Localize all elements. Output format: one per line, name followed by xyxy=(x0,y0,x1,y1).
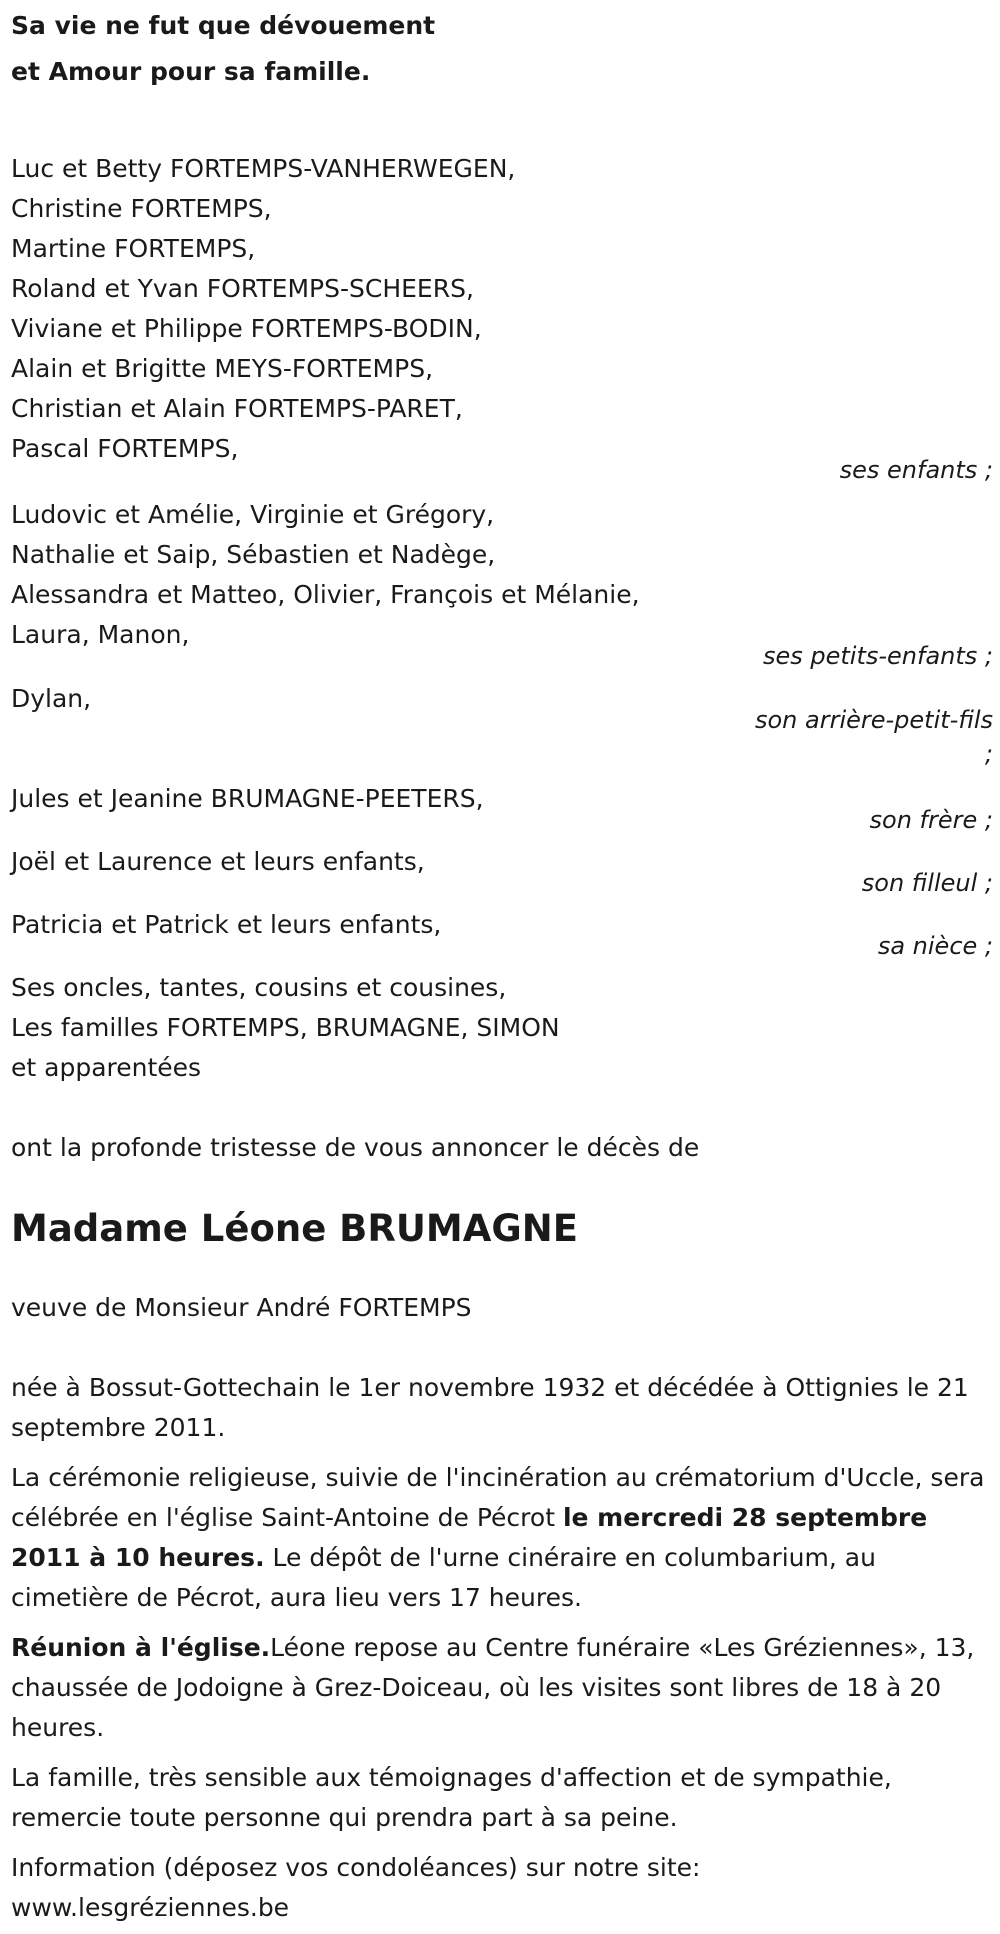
info-paragraph xyxy=(11,1848,993,1928)
others-line: Ses oncles, tantes, cousins et cousines, xyxy=(11,973,507,1002)
widow-of: veuve de Monsieur André FORTEMPS xyxy=(11,1293,472,1322)
reunion-bold: Réunion à l'église. xyxy=(11,1633,271,1662)
grandchild-name: Alessandra et Matteo, Olivier, François et Mélanie, xyxy=(11,580,640,609)
others-group xyxy=(11,968,993,1088)
children-group xyxy=(11,149,993,484)
child-name: Viviane et Philippe FORTEMPS-BODIN, xyxy=(11,314,482,343)
niece-name: Patricia et Patrick et leurs enfants, xyxy=(11,910,442,939)
others-line: Les familles FORTEMPS, BRUMAGNE, SIMON xyxy=(11,1013,560,1042)
niece-relation: sa nièce ; xyxy=(877,932,993,960)
child-name: Roland et Yvan FORTEMPS-SCHEERS, xyxy=(11,274,474,303)
motto-line-2: et Amour pour sa famille. xyxy=(11,57,371,86)
motto-line-1: Sa vie ne fut que dévouement xyxy=(11,11,436,40)
motto xyxy=(11,3,993,95)
ceremony-paragraph xyxy=(11,1458,993,1618)
child-name: Christine FORTEMPS, xyxy=(11,194,272,223)
great-grandchild-relation-1: son arrière-petit-fils xyxy=(754,706,993,734)
grandchild-name: Nathalie et Saip, Sébastien et Nadège, xyxy=(11,540,496,569)
brother-name: Jules et Jeanine BRUMAGNE-PEETERS, xyxy=(11,784,484,813)
ceremony-text-after: Le dépôt de l'urne cinéraire en columbarium, au cimetière de Pécrot, aura lieu vers 17 heures. xyxy=(11,1543,876,1612)
reunion-text: Léone repose au Centre funéraire «Les Gréziennes», 13, chaussée de Jodoigne à Grez-Doiceau, où les visites sont libres de 18 à 20 heures. xyxy=(11,1633,975,1742)
godson-group xyxy=(11,842,993,897)
info-line: Information (déposez vos condoléances) sur notre site: xyxy=(11,1853,701,1882)
thanks-paragraph: La famille, très sensible aux témoignages d'affection et de sympathie, remercie toute personne qui prendra part à sa peine. xyxy=(11,1763,892,1832)
great-grandchild-relation-2: ; xyxy=(984,740,993,768)
birth-death: née à Bossut-Gottechain le 1er novembre 1932 et décédée à Ottignies le 21 septembre 2011. xyxy=(11,1373,969,1442)
child-name: Pascal FORTEMPS, xyxy=(11,434,239,463)
grandchildren-relation: ses petits-enfants ; xyxy=(762,642,993,670)
ceremony-date: le mercredi 28 septembre 2011 à 10 heures. xyxy=(11,1503,928,1572)
godson-name: Joël et Laurence et leurs enfants, xyxy=(11,847,425,876)
deceased-name: Madame Léone BRUMAGNE xyxy=(11,1207,578,1250)
grandchildren-group xyxy=(11,495,993,670)
niece-group xyxy=(11,905,993,960)
reunion-paragraph xyxy=(11,1628,993,1748)
website-link[interactable]: www.lesgréziennes.be xyxy=(11,1893,290,1922)
grandchild-name: Ludovic et Amélie, Virginie et Grégory, xyxy=(11,500,495,529)
others-line: et apparentées xyxy=(11,1053,202,1082)
grandchild-name: Laura, Manon, xyxy=(11,620,190,649)
child-name: Christian et Alain FORTEMPS-PARET, xyxy=(11,394,463,423)
ceremony-text-before: La cérémonie religieuse, suivie de l'incinération au crématorium d'Uccle, sera célébrée en l'église Saint-Antoine de Pécrot xyxy=(11,1463,985,1532)
brother-relation: son frère ; xyxy=(869,806,993,834)
announcement: ont la profonde tristesse de vous annoncer le décès de xyxy=(11,1133,700,1162)
brother-group xyxy=(11,779,993,834)
children-relation: ses enfants ; xyxy=(839,456,993,484)
godson-relation: son filleul ; xyxy=(861,869,993,897)
child-name: Martine FORTEMPS, xyxy=(11,234,256,263)
child-name: Alain et Brigitte MEYS-FORTEMPS, xyxy=(11,354,434,383)
obituary-notice xyxy=(11,0,993,1928)
child-name: Luc et Betty FORTEMPS-VANHERWEGEN, xyxy=(11,154,516,183)
great-grandchild-name: Dylan, xyxy=(11,684,92,713)
great-grandchild-group xyxy=(11,679,993,768)
